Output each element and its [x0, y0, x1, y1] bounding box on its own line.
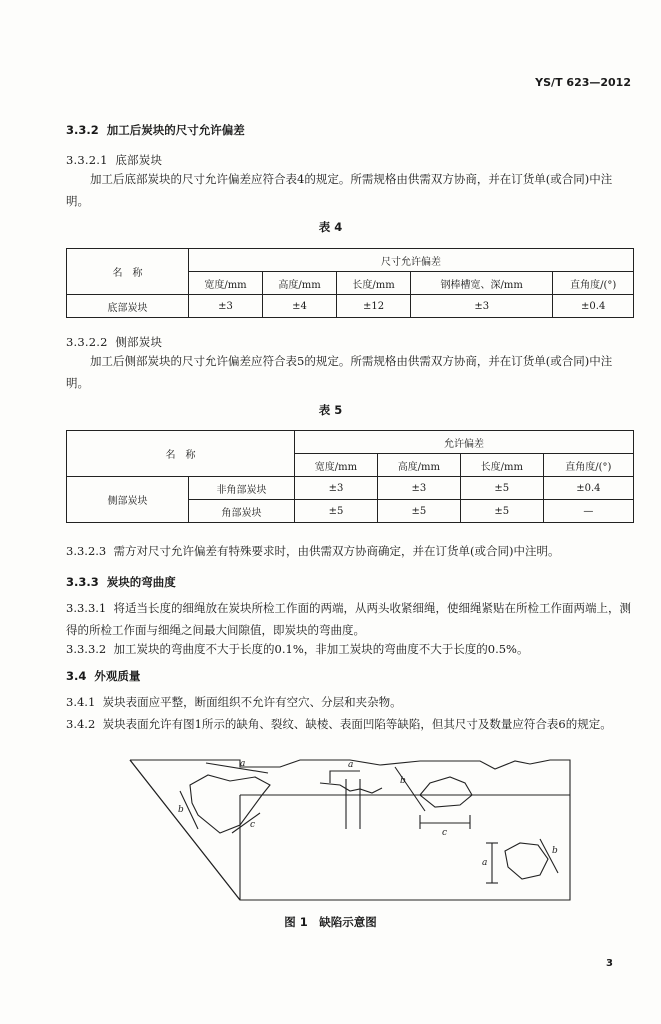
section-title: 底部炭块 [115, 153, 163, 167]
table-5-name-header: 名 称 [67, 431, 295, 477]
dimension-label-b: b [178, 805, 184, 815]
table-4-col-header: 钢棒槽宽、深/mm [411, 272, 553, 295]
section-body: 炭块表面允许有图1所示的缺角、裂纹、缺棱、表面凹陷等缺陷，但其尺寸及数量应符合表6的规定。 [102, 717, 612, 731]
table-cell: — [543, 500, 633, 523]
section-title: 加工后炭块的尺寸允许偏差 [106, 123, 245, 137]
section-3-3-2-3 [66, 540, 634, 562]
dimension-label-b: b [400, 776, 406, 786]
section-title: 侧部炭块 [115, 335, 163, 349]
section-body: 需方对尺寸允许偏差有特殊要求时，由供需双方协商确定，并在订货单(或合同)中注明。 [113, 544, 560, 558]
section-3-3-2-1-heading [66, 152, 162, 168]
section-body: 将适当长度的细绳放在炭块所检工作面的两端，从两头收紧细绳，使细绳紧贴在所检工作面两端上，测得的所检工作面与细绳之间最大间隙值，即炭块的弯曲度。 [66, 601, 632, 637]
dimension-label-b: b [552, 846, 558, 856]
section-number: 3.3.2.2 [66, 335, 108, 349]
section-3-4-1 [66, 691, 634, 713]
table-cell-name: 底部炭块 [67, 295, 189, 318]
table-cell-sub-name: 角部炭块 [189, 500, 295, 523]
table-5-col-header: 宽度/mm [295, 454, 378, 477]
section-3-3-2-heading [66, 122, 245, 138]
table-cell: ±0.4 [543, 477, 633, 500]
crack-defect [320, 783, 382, 793]
standard-code: YS/T 623—2012 [535, 76, 631, 89]
block-outline [130, 760, 570, 900]
table-cell: ±4 [263, 295, 337, 318]
table-4-caption: 表 4 [318, 220, 343, 234]
table-4-name-header: 名 称 [67, 249, 189, 295]
table-row [67, 477, 634, 500]
table-5-caption: 表 5 [318, 403, 343, 417]
section-3-3-2-2-body: 加工后侧部炭块的尺寸允许偏差应符合表5的规定。所需规格由供需双方协商，并在订货单(或合同)中注明。 [66, 354, 613, 390]
section-number: 3.3.3.2 [66, 642, 107, 656]
section-body: 加工炭块的弯曲度不大于长度的0.1%，非加工炭块的弯曲度不大于长度的0.5%。 [113, 642, 529, 656]
section-title: 炭块的弯曲度 [106, 575, 176, 589]
table-5-col-header: 长度/mm [460, 454, 543, 477]
figure-1-defect-diagram [120, 755, 580, 907]
table-cell: ±3 [189, 295, 263, 318]
section-3-3-2-2-heading [66, 334, 162, 350]
table-cell: ±12 [337, 295, 411, 318]
section-number: 3.3.3 [66, 575, 99, 589]
table-row [67, 295, 634, 318]
table-cell: ±3 [295, 477, 378, 500]
table-cell-group-name: 侧部炭块 [67, 477, 189, 523]
surface-depression-defect [505, 843, 548, 879]
table-5-col-header: 高度/mm [377, 454, 460, 477]
table-cell-sub-name: 非角部炭块 [189, 477, 295, 500]
table-cell: ±5 [295, 500, 378, 523]
figure-1-caption: 图 1 缺陷示意图 [284, 915, 377, 929]
table-5-col-header: 直角度/(°) [543, 454, 633, 477]
table-cell: ±5 [460, 477, 543, 500]
section-number: 3.3.3.1 [66, 601, 107, 615]
corner-chip-defect [190, 775, 270, 833]
section-number: 3.4.2 [66, 717, 96, 731]
table-4-col-header: 长度/mm [337, 272, 411, 295]
table-5-group-header: 允许偏差 [295, 431, 634, 454]
section-number: 3.3.2 [66, 123, 99, 137]
edge-chip-defect [420, 777, 472, 807]
section-3-3-2-1-body: 加工后底部炭块的尺寸允许偏差应符合表4的规定。所需规格由供需双方协商，并在订货单(或合同)中注明。 [66, 172, 613, 208]
table-cell: ±3 [377, 477, 460, 500]
table-cell: ±5 [460, 500, 543, 523]
section-3-3-3-heading [66, 574, 176, 590]
dimension-label-a: a [348, 760, 354, 770]
section-number: 3.3.2.3 [66, 544, 107, 558]
dimension-label-c: c [442, 828, 448, 838]
dimension-label-c: c [250, 820, 256, 830]
table-cell: ±0.4 [553, 295, 634, 318]
section-3-4-2 [66, 713, 634, 735]
section-number: 3.4 [66, 669, 87, 683]
section-title: 外观质量 [94, 669, 141, 683]
table-4 [66, 248, 634, 318]
section-3-3-3-2 [66, 638, 634, 660]
table-4-group-header: 尺寸允许偏差 [189, 249, 634, 272]
block-edge-left [130, 760, 240, 900]
table-4-col-header: 宽度/mm [189, 272, 263, 295]
dimension-label-a: a [240, 759, 246, 769]
table-5 [66, 430, 634, 523]
section-3-3-3-1 [66, 597, 634, 641]
table-cell: ±5 [377, 500, 460, 523]
page-number: 3 [606, 958, 613, 969]
section-number: 3.4.1 [66, 695, 96, 709]
section-body: 炭块表面应平整，断面组织不允许有空穴、分层和夹杂物。 [102, 695, 402, 709]
section-3-4-heading [66, 668, 140, 684]
table-cell: ±3 [411, 295, 553, 318]
dimension-label-a: a [482, 858, 488, 868]
section-number: 3.3.2.1 [66, 153, 108, 167]
table-4-col-header: 直角度/(°) [553, 272, 634, 295]
table-4-col-header: 高度/mm [263, 272, 337, 295]
